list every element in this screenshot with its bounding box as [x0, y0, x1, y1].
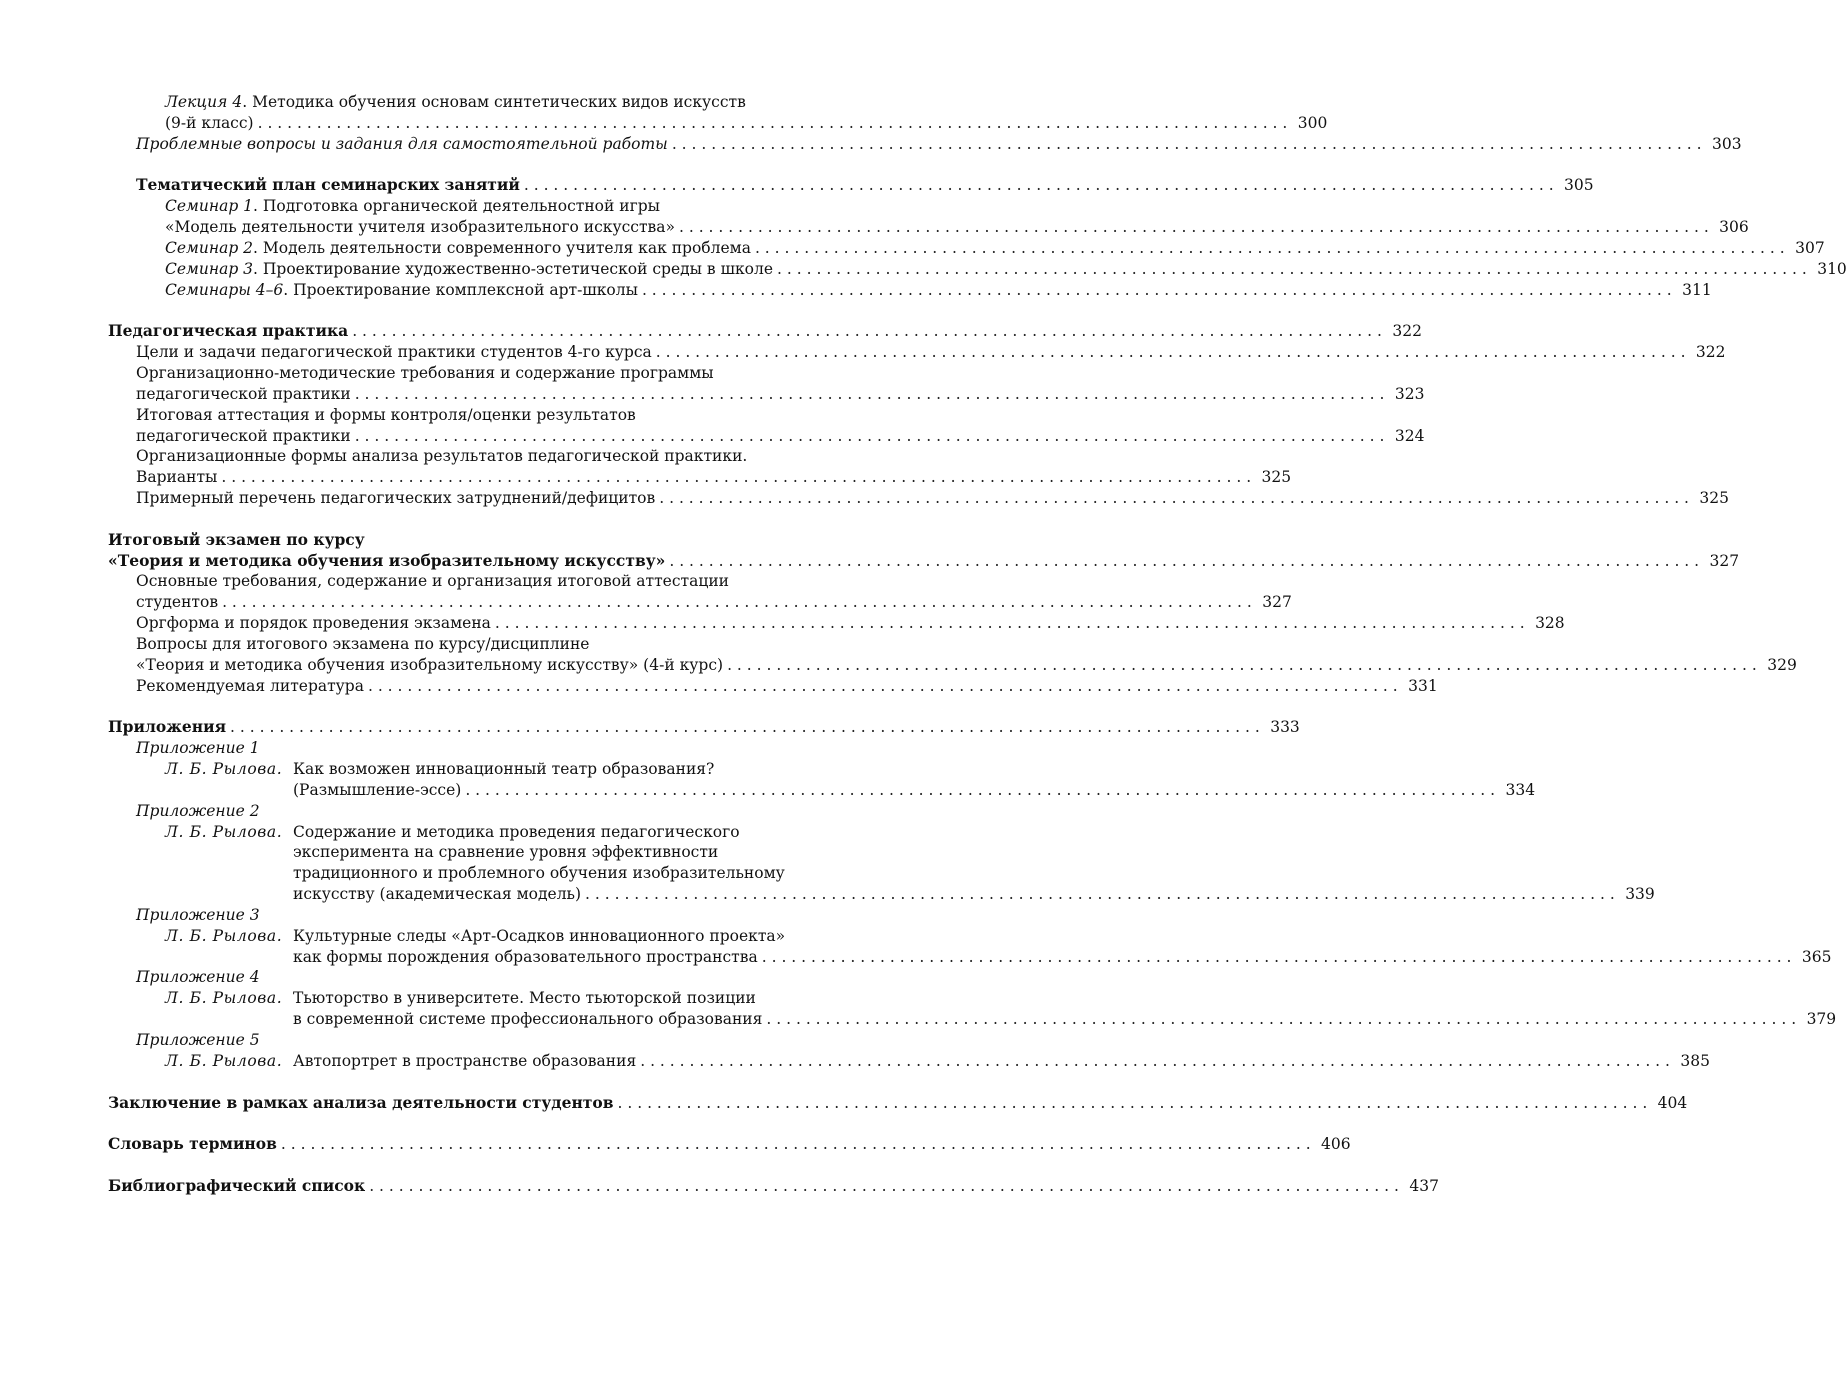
appendix-5-label: Приложение 5: [136, 1030, 260, 1049]
leader-dots: [669, 551, 1699, 572]
toc-entry-lecture-4-cont[interactable]: [108, 113, 1328, 134]
page-number: 325: [1261, 468, 1292, 487]
table-of-contents: [108, 92, 1847, 1197]
toc-entry-text: Основные требования, содержание и организация итоговой аттестации: [136, 572, 729, 591]
page-number: 333: [1270, 718, 1300, 737]
leader-dots: [659, 488, 1689, 509]
appendix-1-title: [108, 759, 875, 780]
toc-entry-italic-label: Семинар 2: [165, 238, 254, 257]
toc-entry-practice[interactable]: [108, 321, 1422, 342]
toc-entry-text: Педагогическая практика: [108, 321, 349, 341]
page-number: 323: [1394, 384, 1425, 403]
leader-dots: [618, 1093, 1648, 1114]
page-number: 300: [1297, 113, 1328, 132]
appendix-2-label: Приложение 2: [136, 801, 260, 820]
page-number: 404: [1657, 1093, 1688, 1112]
toc-entry-attestation-cont[interactable]: [108, 426, 1425, 447]
page-number: 327: [1262, 593, 1292, 612]
leader-dots: [230, 717, 1260, 738]
toc-entry-exam-cont[interactable]: [108, 550, 1740, 572]
appendix-2-title: [108, 822, 875, 843]
appendix-3-title: [108, 926, 875, 947]
toc-entry-exam-requirements-cont[interactable]: [108, 592, 1292, 613]
appendix-author: Л. Б. Рылова.: [165, 989, 283, 1008]
toc-entry-seminar-1-cont[interactable]: [108, 217, 1749, 238]
toc-entry-seminar-2[interactable]: [108, 238, 1825, 259]
leader-dots: [762, 947, 1792, 968]
toc-entry-forms: [108, 446, 875, 467]
toc-entry-text: Оргформа и порядок проведения экзамена: [136, 614, 491, 633]
toc-entry-text: . Проектирование художественно-эстетической среды в школе: [253, 259, 774, 278]
toc-entry-text: (Размышление-эссе): [293, 780, 462, 799]
toc-entry-text: Автопортрет в пространстве образования: [293, 1051, 637, 1070]
appendix-5-title[interactable]: [108, 1051, 1710, 1072]
toc-entry-text: (9-й класс): [165, 113, 254, 132]
leader-dots: [495, 613, 1525, 634]
toc-entry-text: Приложения: [108, 717, 227, 737]
leader-dots: [672, 134, 1702, 155]
appendix-1-title-cont[interactable]: [108, 780, 1536, 801]
toc-entry-text: Тематический план семинарских занятий: [136, 175, 520, 195]
appendix-3-title-cont[interactable]: [108, 947, 1832, 968]
appendix-2-title-line3: традиционного и проблемного обучения изобразительному: [293, 864, 785, 883]
leader-dots: [281, 1134, 1311, 1155]
toc-entry-text: Как возможен инновационный театр образования?: [293, 760, 715, 778]
toc-entry-text: как формы порождения образовательного пространства: [293, 947, 758, 966]
appendix-author: Л. Б. Рылова.: [165, 926, 283, 945]
page-number: 328: [1535, 614, 1565, 633]
page-number: 437: [1409, 1176, 1439, 1195]
appendix-1-label: Приложение 1: [136, 739, 260, 758]
toc-entry-exam-questions-cont[interactable]: [108, 655, 1797, 676]
leader-dots: [524, 175, 1554, 196]
appendix-4-title-cont[interactable]: [108, 1009, 1837, 1030]
toc-entry-text: . Модель деятельности современного учителя как проблема: [253, 238, 751, 257]
toc-entry-text: педагогической практики: [136, 384, 351, 403]
toc-entry-exam-requirements: [108, 571, 875, 592]
toc-entry-seminar-3[interactable]: [108, 259, 1847, 280]
toc-entry-goals[interactable]: [108, 342, 1726, 363]
page-number: 303: [1711, 134, 1742, 153]
toc-entry-requirements-cont[interactable]: [108, 384, 1425, 405]
page-number: 325: [1699, 489, 1729, 508]
leader-dots: [369, 1176, 1399, 1197]
leader-dots: [368, 676, 1398, 697]
toc-entry-text: «Теория и методика обучения изобразительному искусству»: [108, 550, 666, 570]
leader-dots: [355, 384, 1385, 405]
toc-entry-text: Библиографический список: [108, 1175, 366, 1195]
toc-entry-text: Тьюторство в университете. Место тьюторской позиции: [293, 989, 756, 1008]
page-number: 329: [1767, 655, 1797, 674]
toc-entry-requirements: [108, 363, 875, 384]
leader-dots: [258, 113, 1288, 134]
toc-entry-text: Заключение в рамках анализа деятельности студентов: [108, 1092, 614, 1112]
page-number: 339: [1625, 885, 1655, 904]
toc-entry-exam: [108, 530, 875, 551]
page-number: 385: [1680, 1051, 1710, 1070]
appendix-4-title: [108, 988, 875, 1009]
appendix-author: Л. Б. Рылова.: [165, 760, 283, 778]
toc-entry-text: Организационные формы анализа результатов педагогической практики.: [136, 447, 748, 466]
page-number: 307: [1795, 238, 1825, 257]
leader-dots: [640, 1051, 1670, 1072]
page-number: 310: [1817, 259, 1847, 278]
leader-dots: [755, 238, 1785, 259]
leader-dots: [355, 426, 1385, 447]
toc-entry-italic-label: Лекция 4: [165, 93, 243, 111]
toc-entry-text: Итоговый экзамен по курсу: [108, 529, 365, 549]
toc-entry-lecture-4: [108, 92, 875, 113]
toc-entry-text: искусству (академическая модель): [293, 885, 582, 904]
leader-dots: [727, 655, 1757, 676]
toc-entry-text: Варианты: [136, 468, 218, 487]
toc-entry-text: Примерный перечень педагогических затруднений/дефицитов: [136, 489, 656, 508]
page-number: 365: [1801, 947, 1832, 966]
page-number: 305: [1564, 176, 1594, 195]
toc-entry-difficulties[interactable]: [108, 488, 1729, 509]
appendix-4-label: Приложение 4: [136, 968, 260, 987]
toc-entry-italic-label: Семинары 4–6: [165, 280, 284, 299]
leader-dots: [656, 342, 1686, 363]
toc-entry-appendices[interactable]: [108, 717, 1300, 738]
toc-entry-conclusion[interactable]: [108, 1092, 1688, 1114]
toc-entry-text: Культурные следы «Арт-Осадков инновационного проекта»: [293, 926, 786, 945]
toc-entry-questions[interactable]: [108, 134, 1742, 155]
page-number: 311: [1682, 280, 1712, 299]
toc-entry-seminars-4-6[interactable]: [108, 280, 1712, 301]
leader-dots: [352, 321, 1382, 342]
page-number: 324: [1394, 426, 1425, 445]
toc-entry-text: Проблемные вопросы и задания для самостоятельной работы: [136, 134, 668, 153]
page-number: 406: [1321, 1135, 1351, 1154]
toc-entry-text: педагогической практики: [136, 426, 351, 445]
appendix-author: Л. Б. Рылова.: [165, 822, 283, 841]
toc-entry-text: в современной системе профессионального образования: [293, 1010, 763, 1029]
toc-entry-text: . Подготовка органической деятельностной игры: [253, 197, 660, 216]
toc-entry-attestation: [108, 405, 875, 426]
appendix-2-title-line2: эксперимента на сравнение уровня эффективности: [293, 843, 719, 862]
toc-entry-exam-questions: [108, 634, 875, 655]
toc-entry-text: Рекомендуемая литература: [136, 676, 364, 695]
leader-dots: [221, 467, 1251, 488]
toc-entry-exam-order[interactable]: [108, 613, 1565, 634]
toc-entry-text: «Теория и методика обучения изобразительному искусству» (4-й курс): [136, 655, 724, 674]
toc-entry-bibliography[interactable]: [108, 1175, 1439, 1197]
toc-entry-text: Вопросы для итогового экзамена по курсу/дисциплине: [136, 634, 590, 653]
appendix-author: Л. Б. Рылова.: [165, 1051, 283, 1070]
page-number: 322: [1695, 343, 1726, 362]
leader-dots: [465, 780, 1495, 801]
leader-dots: [766, 1009, 1796, 1030]
toc-entry-seminar-1: [108, 196, 875, 217]
toc-entry-text: Итоговая аттестация и формы контроля/оценки результатов: [136, 405, 636, 424]
toc-entry-text: . Методика обучения основам синтетических видов искусств: [242, 93, 746, 111]
appendix-2-title-cont[interactable]: [108, 884, 1655, 905]
page-number: 379: [1806, 1010, 1837, 1029]
toc-entry-italic-label: Семинар 1: [165, 197, 254, 216]
leader-dots: [222, 592, 1252, 613]
toc-entry-text: Содержание и методика проведения педагогического: [293, 822, 740, 841]
page-number: 327: [1709, 551, 1740, 570]
toc-entry-forms-cont[interactable]: [108, 467, 1292, 488]
toc-entry-glossary[interactable]: [108, 1134, 1351, 1155]
page-number: 331: [1408, 676, 1438, 695]
toc-entry-text: Словарь терминов: [108, 1134, 277, 1154]
leader-dots: [585, 884, 1615, 905]
toc-entry-literature[interactable]: [108, 676, 1438, 697]
leader-dots: [642, 280, 1672, 301]
toc-entry-seminar-plan[interactable]: [108, 175, 1594, 196]
toc-entry-text: студентов: [136, 593, 219, 612]
toc-entry-italic-label: Семинар 3: [165, 259, 254, 278]
leader-dots: [679, 217, 1709, 238]
appendix-3-label: Приложение 3: [136, 905, 260, 924]
toc-entry-text: . Проектирование комплексной арт-школы: [283, 280, 638, 299]
page-number: 322: [1392, 322, 1422, 341]
toc-entry-text: «Модель деятельности учителя изобразительного искусства»: [165, 218, 675, 237]
toc-entry-text: Организационно-методические требования и содержание программы: [136, 363, 714, 382]
leader-dots: [777, 259, 1807, 280]
page-number: 334: [1505, 780, 1536, 799]
page-number: 306: [1719, 218, 1749, 237]
toc-entry-text: Цели и задачи педагогической практики студентов 4-го курса: [136, 343, 652, 362]
